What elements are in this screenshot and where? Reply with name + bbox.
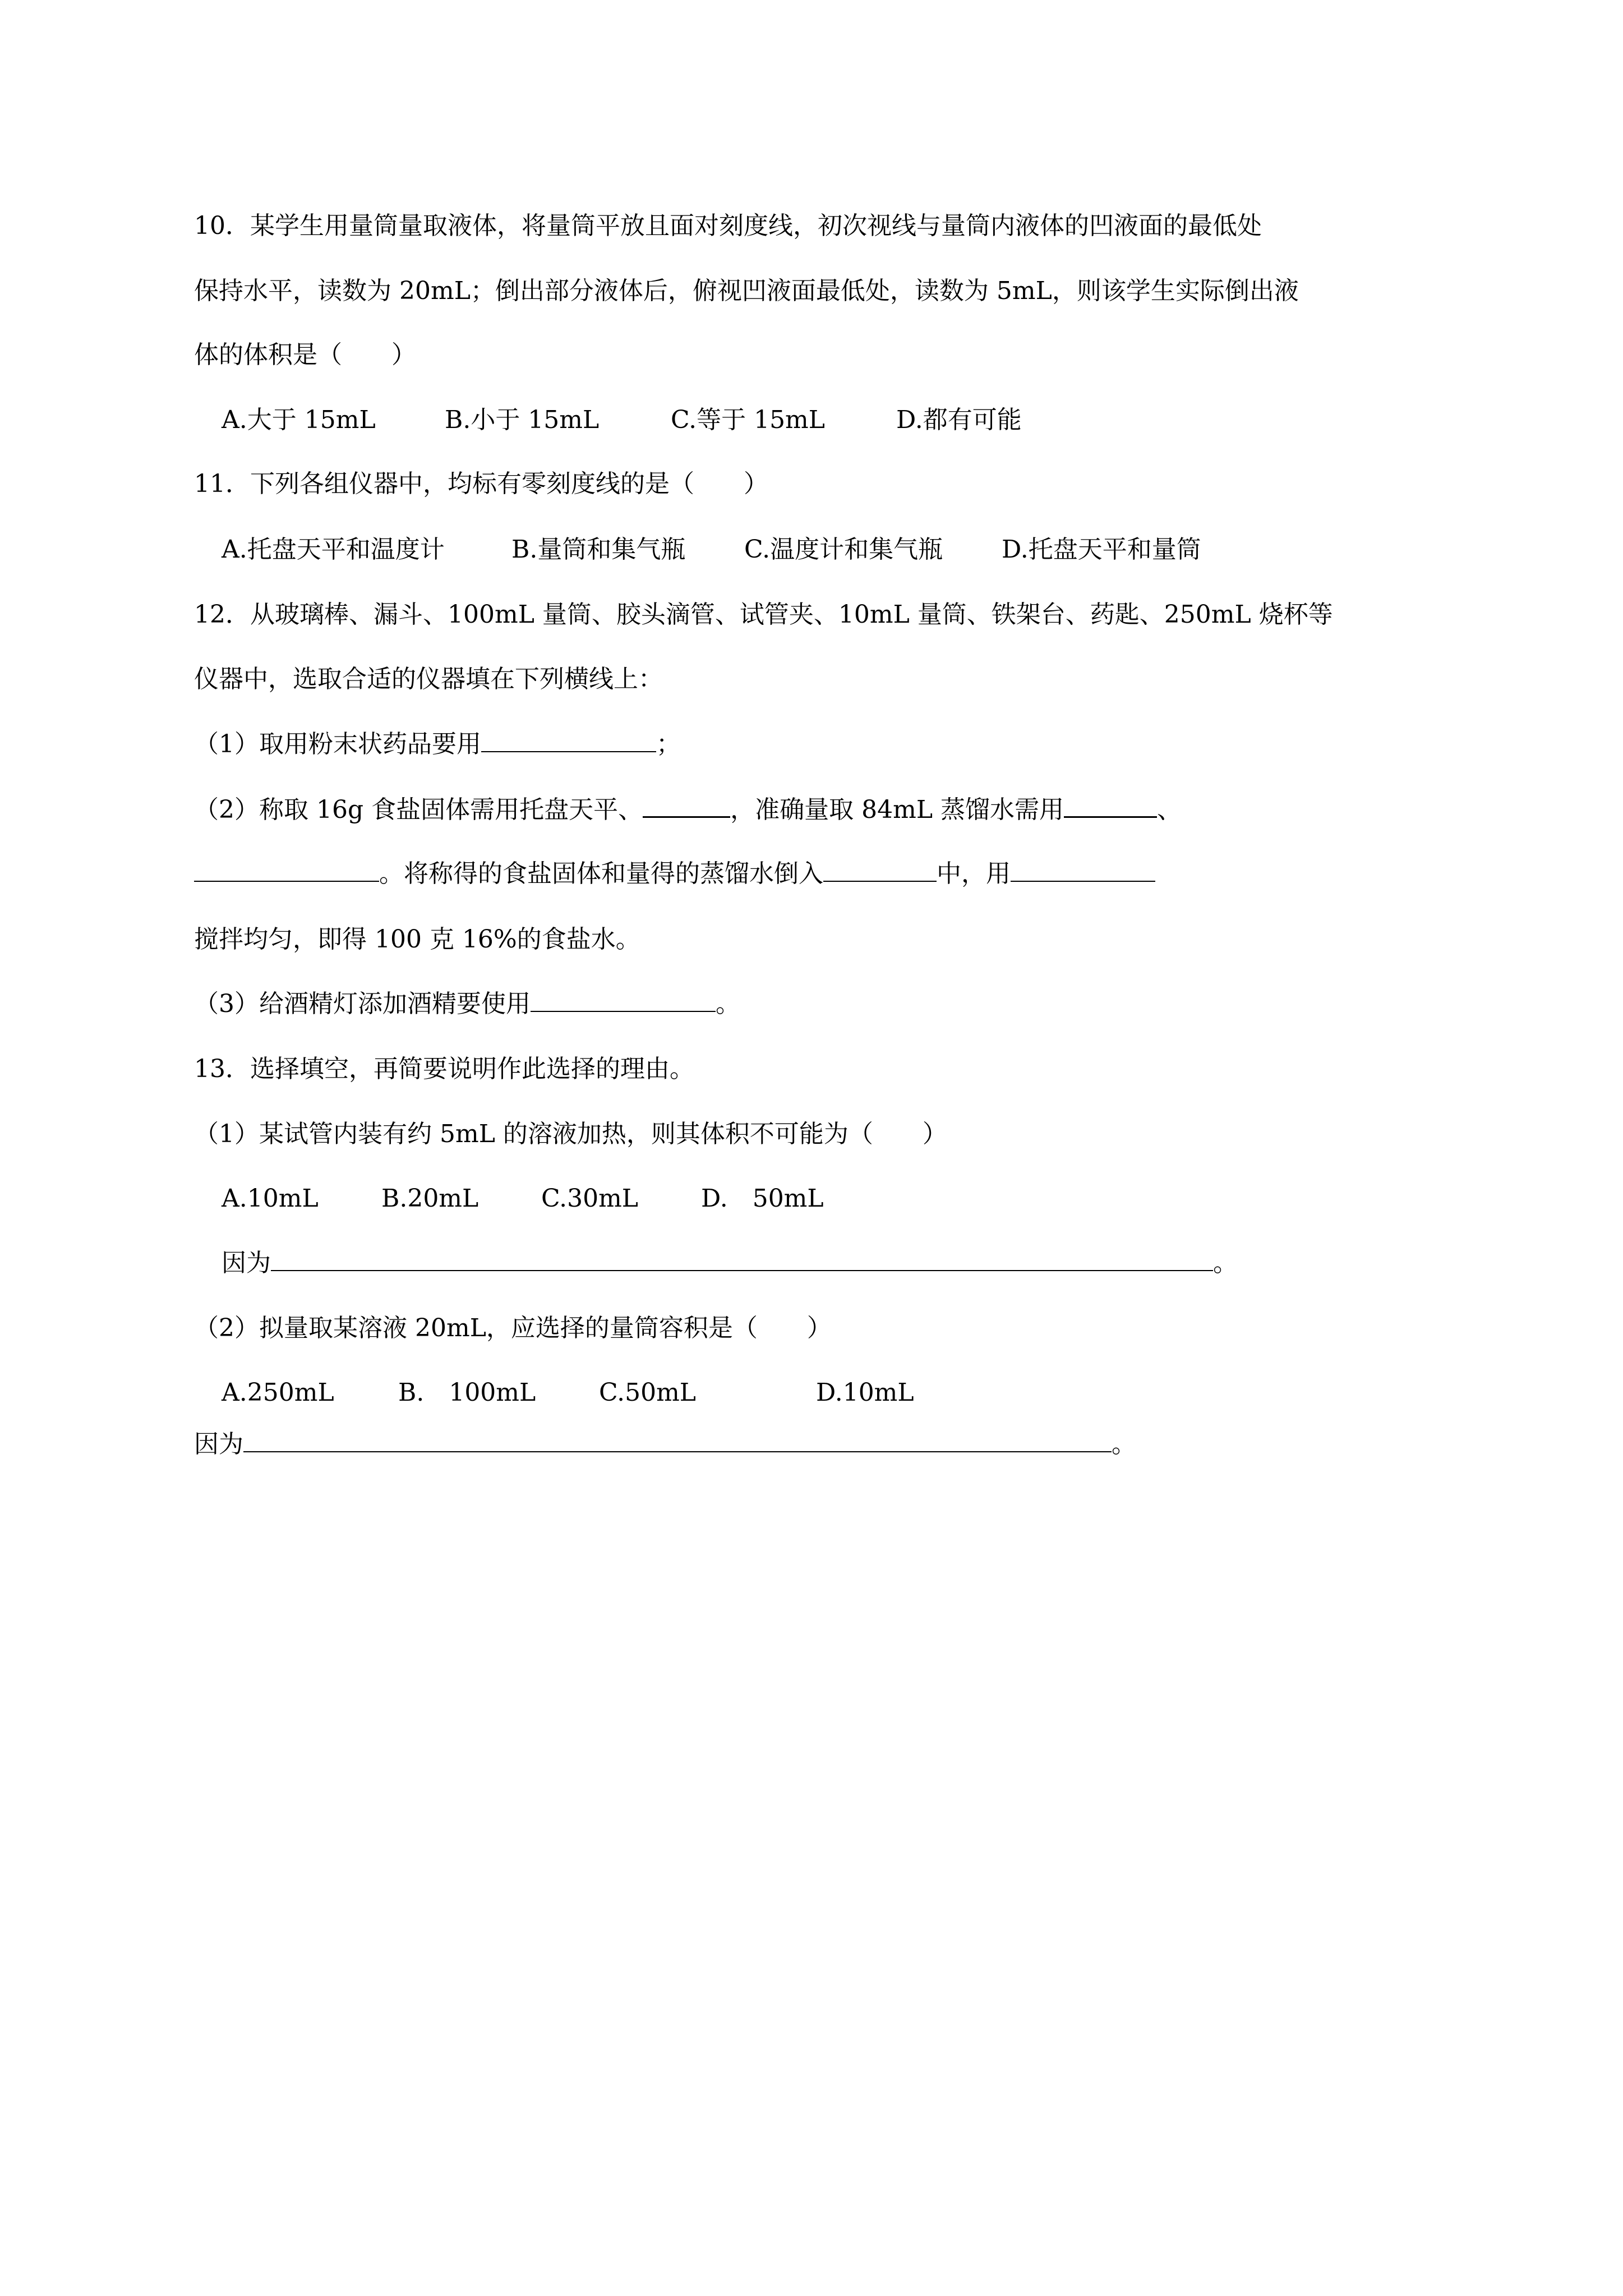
- q10-option-a: A.大于 15mL: [222, 406, 376, 434]
- q11-option-a: A.托盘天平和温度计: [222, 535, 445, 564]
- q12-line-1: 12．从玻璃棒、漏斗、100mL 量筒、胶头滴管、试管夹、10mL 量筒、铁架台、药匙、250mL 烧杯等: [194, 600, 1333, 629]
- q13-part-2-option-c: C.50mL: [599, 1378, 697, 1407]
- q12-part-2-blank-4[interactable]: [823, 858, 937, 882]
- q12-part-2-blank-5[interactable]: [1011, 858, 1155, 882]
- q13-part-2-reason: 因为 。: [194, 1430, 1136, 1458]
- q11-stem: 11．下列各组仪器中，均标有零刻度线的是（ ）: [194, 470, 768, 498]
- q13-part-1-option-d: D. 50mL: [701, 1184, 824, 1213]
- q10-option-b: B.小于 15mL: [445, 406, 600, 434]
- q13-part-2-option-b: B. 100mL: [398, 1378, 536, 1407]
- q12-line-2: 仪器中，选取合适的仪器填在下列横线上：: [194, 665, 663, 693]
- q12-part-2-continued: 。将称得的食盐固体和量得的蒸馏水倒入 中，用: [194, 857, 1155, 891]
- q13-part-2-reason-blank[interactable]: [243, 1429, 1112, 1452]
- q10-line-2: 保持水平，读数为 20mL；倒出部分液体后，俯视凹液面最低处，读数为 5mL，则该学生实际倒出液: [194, 277, 1299, 305]
- q10-line-1: 10．某学生用量筒量取液体，将量筒平放且面对刻度线，初次视线与量筒内液体的凹液面的最低处: [194, 211, 1262, 240]
- q12-part-2: （2）称取 16g 食盐固体需用托盘天平、 ，准确量取 84mL 蒸馏水需用 、: [194, 793, 1182, 827]
- q13-part-1-reason: 因为 。: [222, 1249, 1238, 1277]
- q13-part-1-stem: （1）某试管内装有约 5mL 的溶液加热，则其体积不可能为（ ）: [194, 1120, 947, 1148]
- q11-option-c: C.温度计和集气瓶: [744, 535, 943, 564]
- q13-stem: 13．选择填空，再简要说明作此选择的理由。: [194, 1055, 694, 1083]
- q12-part-3-blank[interactable]: [531, 988, 716, 1012]
- q12-part-1-blank[interactable]: [481, 729, 656, 752]
- q11-option-d: D.托盘天平和量筒: [1002, 535, 1201, 564]
- q10-option-c: C.等于 15mL: [671, 406, 825, 434]
- q13-part-1-option-c: C.30mL: [541, 1184, 639, 1213]
- q13-part-2-option-d: D.10mL: [816, 1378, 914, 1407]
- q13-part-1-option-b: B.20mL: [381, 1184, 479, 1213]
- q12-part-3: （3）给酒精灯添加酒精要使用 。: [194, 990, 740, 1018]
- q10-line-3: 体的体积是（ ）: [194, 341, 416, 369]
- q12-part-2-blank-3[interactable]: [194, 858, 379, 882]
- q13-part-2-option-a: A.250mL: [222, 1378, 334, 1407]
- q12-part-1: （1）取用粉末状药品要用 ；: [194, 730, 681, 758]
- q10-option-d: D.都有可能: [896, 406, 1022, 434]
- q13-part-1-option-a: A.10mL: [222, 1184, 319, 1213]
- q13-part-1-reason-blank[interactable]: [271, 1248, 1213, 1271]
- q13-part-2-stem: （2）拟量取某溶液 20mL，应选择的量筒容积是（ ）: [194, 1314, 832, 1342]
- q12-part-2-blank-1[interactable]: [643, 794, 730, 818]
- q12-part-2-end: 搅拌均匀，即得 100 克 16%的食盐水。: [194, 925, 640, 954]
- q11-option-b: B.量筒和集气瓶: [511, 535, 686, 564]
- q12-part-2-blank-2[interactable]: [1064, 794, 1157, 818]
